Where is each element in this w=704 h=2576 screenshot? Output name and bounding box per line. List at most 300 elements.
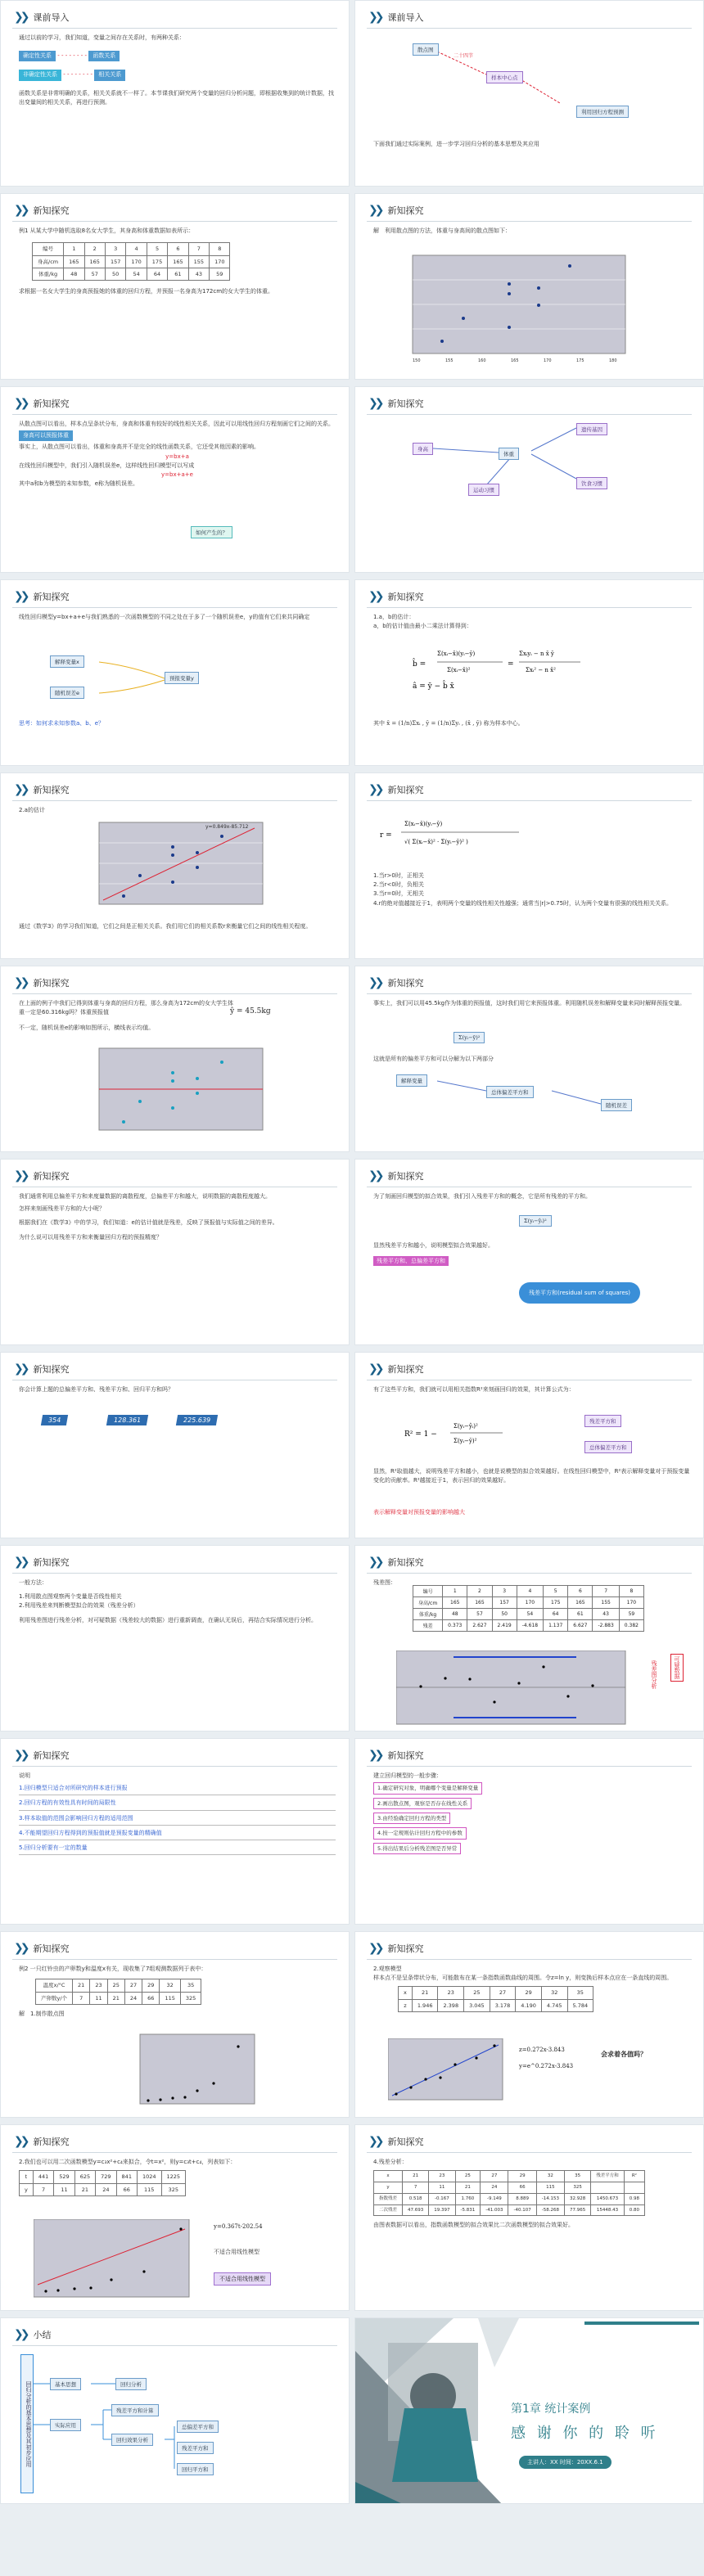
table-cell: 115 <box>137 2183 161 2195</box>
slide-title: 新知探究 <box>33 592 70 602</box>
table-cell: 61 <box>568 1609 593 1620</box>
table-cell: 19.397 <box>429 2204 455 2216</box>
table-cell: 165 <box>64 255 84 268</box>
table-cell: 50 <box>105 268 125 280</box>
svg-text:Σ(xᵢ−x̄)(yᵢ−ȳ): Σ(xᵢ−x̄)(yᵢ−ȳ) <box>404 821 443 827</box>
table-cell: 身高/cm <box>413 1597 443 1609</box>
table-cell: 1 <box>64 243 84 255</box>
table-cell: 170 <box>210 255 230 268</box>
table-cell: 8.889 <box>508 2193 536 2204</box>
table-cell: 25 <box>107 1979 124 1992</box>
table-cell: 0.382 <box>619 1620 643 1632</box>
text: 事实上，我们可以用45.5kg作为体重的预报值，这时我们用它来预报体重。利用随机误差和解释变量来同时解释预报变量。 <box>373 1000 686 1007</box>
svg-text:=: = <box>508 660 514 669</box>
table-cell: 165 <box>443 1597 467 1609</box>
table-cell: 21 <box>403 2171 429 2182</box>
table-cell: 2 <box>467 1586 492 1597</box>
table-cell: -58.268 <box>536 2204 564 2216</box>
table-cell: 产卵数y/个 <box>36 1992 73 2004</box>
text: 这就是所有的偏差平方和可以分解为以下两部分 <box>373 1056 494 1062</box>
slide-title: 新知探究 <box>387 1943 424 1954</box>
text: 其中a和b为模型的未知参数，e称为随机误差。 <box>19 480 139 488</box>
thanks-text: 感 谢 你 的 聆 听 <box>511 2425 659 2442</box>
chevron-icon: ❯❯ <box>14 2328 27 2341</box>
slide-15 <box>0 1352 350 1538</box>
chevron-icon: ❯❯ <box>368 11 381 24</box>
table-cell: 29 <box>508 2171 536 2182</box>
text: 通过以前的学习，我们知道，变量之间存在关系时，有两种关系： <box>19 34 185 41</box>
svg-text:R² = 1 −: R² = 1 − <box>404 1430 437 1439</box>
table-cell: 残差平方和 <box>591 2171 625 2182</box>
table-cell: 11 <box>54 2183 74 2195</box>
slide-10 <box>354 772 704 959</box>
svg-text:180: 180 <box>609 358 617 363</box>
table-cell: 59 <box>210 268 230 280</box>
table-cell: 21 <box>74 2183 95 2195</box>
table-cell: 64 <box>147 268 167 280</box>
text: 一般方法： <box>19 1579 47 1586</box>
summary-node: 回归分析 <box>115 2378 147 2390</box>
slide-4 <box>354 193 704 380</box>
table-cell: 0.518 <box>403 2193 429 2204</box>
text: 例1 从某大学中随机选取8名女大学生，其身高和体重数据如表所示： <box>19 227 195 234</box>
slide-title: 新知探究 <box>33 399 70 409</box>
chevron-icon: ❯❯ <box>368 204 381 217</box>
svg-text:160: 160 <box>478 358 486 363</box>
text: 求根据一名女大学生的身高预报她的体重的回归方程，并预报一名身高为172cm的女大学生的体重。 <box>19 288 274 295</box>
table-cell: 1024 <box>137 2171 161 2183</box>
chevron-icon: ❯❯ <box>14 397 27 410</box>
slide-title: 新知探究 <box>33 1557 70 1568</box>
text: 解 利用散点图的方法，体重与身高间的散点图如下： <box>373 227 511 234</box>
table-cell: 1225 <box>161 2171 186 2183</box>
box: 随机误差 <box>601 1099 632 1111</box>
table-cell: 6 <box>568 1586 593 1597</box>
box: 解释变量 <box>396 1074 427 1087</box>
list-item: 1.回归模型只适合对所研究的样本进行预报 <box>19 1782 336 1795</box>
chevron-icon: ❯❯ <box>368 590 381 603</box>
table-cell: 77.965 <box>564 2204 590 2216</box>
slide-title: 新知探究 <box>33 1750 70 1761</box>
svg-text:170: 170 <box>544 358 552 363</box>
flow-diagram <box>355 1 704 187</box>
table-row <box>20 2171 186 2183</box>
slide-title: 新知探究 <box>387 205 424 216</box>
table-cell: 5.784 <box>567 1999 593 2011</box>
table-cell: 23 <box>429 2171 455 2182</box>
box: 残差平方和 <box>584 1415 621 1427</box>
table-cell: 21 <box>412 1987 438 1999</box>
table-cell: 6 <box>168 243 188 255</box>
svg-text:165: 165 <box>511 358 519 363</box>
text: 为了刻画回归模型的拟合效果，我们引入残差平方和 <box>373 1193 505 1200</box>
text: 在线性回归模型中，我们引入随机误差e，这样线性回归模型可以写成 <box>19 462 195 469</box>
table-cell: 157 <box>492 1597 517 1609</box>
table-cell: 体重/kg <box>33 268 64 280</box>
table-cell: -9.149 <box>481 2193 508 2204</box>
slide-19 <box>0 1738 350 1925</box>
text: 为什么说可以用残差平方和来衡量回归方程的预报精度？ <box>19 1233 162 1241</box>
residual-scatter <box>83 1044 279 1142</box>
table-cell: 1 <box>443 1586 467 1597</box>
tag: 残差平方和、总偏差平方和 <box>373 1256 449 1266</box>
text: 2.利用残差来判断模型拟合的效果（残差分析） <box>19 1602 139 1610</box>
text: a，b的估计值由最小二乘法计算得到： <box>373 623 472 630</box>
slide-title: 新知探究 <box>33 205 70 216</box>
table-row <box>374 2204 645 2216</box>
slide-title: 新知探究 <box>387 1364 424 1375</box>
svg-text:â = ȳ − b̂ x̄: â = ȳ − b̂ x̄ <box>413 682 454 691</box>
table-cell: 1.760 <box>455 2193 481 2204</box>
table-cell: 66 <box>508 2182 536 2193</box>
table-cell: 指数残差 <box>374 2193 403 2204</box>
text: 解 1.制作散点图 <box>19 2010 65 2017</box>
slide-2 <box>354 0 704 187</box>
table-cell: 66 <box>142 1992 160 2004</box>
slide-13 <box>0 1159 350 1345</box>
text: 残差图： <box>373 1579 396 1586</box>
box: 体重 <box>499 448 519 460</box>
box: 预报变量y <box>165 672 199 684</box>
svg-text:Σ(xᵢ−x̄)²: Σ(xᵢ−x̄)² <box>447 667 471 673</box>
chevron-icon: ❯❯ <box>368 1942 381 1955</box>
callout: 如何产生的？ <box>191 526 232 538</box>
text: 由图表数据可以看出，指数函数模型的拟合效果比二次函数模型的拟合效果好。 <box>373 2222 574 2229</box>
table-cell: 4 <box>126 243 147 255</box>
table-cell: 32.928 <box>564 2193 590 2204</box>
table-cell: 54 <box>126 268 147 280</box>
table-cell: 21 <box>107 1992 124 2004</box>
table-cell: 7 <box>33 2183 53 2195</box>
chevron-icon: ❯❯ <box>368 2135 381 2148</box>
summary-node: 基本思想 <box>50 2378 81 2390</box>
slide-title: 新知探究 <box>33 978 70 989</box>
question: 会求着各值吗？ <box>601 2051 647 2058</box>
table-cell: -14.153 <box>536 2193 564 2204</box>
table-cell: 59 <box>619 1609 643 1620</box>
table-cell: 1.946 <box>412 1999 438 2011</box>
text: 我们通常利用总偏差平方和来度量数据的离散程度，总偏差平方和越大，说明数据的离散程度越大。 <box>19 1193 271 1200</box>
highlight-box: 不适合用线性模型 <box>214 2272 271 2286</box>
table-cell: 165 <box>84 255 105 268</box>
slide-23 <box>0 2124 350 2311</box>
summary-root: 回归分析的基本思想及其初步应用 <box>20 2354 34 2493</box>
slide-22 <box>354 1931 704 2118</box>
table-cell: 155 <box>188 255 209 268</box>
slide-16 <box>354 1352 704 1538</box>
chevron-icon: ❯❯ <box>368 1556 381 1569</box>
table-cell: x <box>374 2171 403 2182</box>
table-row <box>413 1620 644 1632</box>
table-cell: 0.373 <box>443 1620 467 1632</box>
table-cell: z <box>399 1999 413 2011</box>
text: 在上面的例子中我们已得到体重与身高的回归方程，那么身高为172cm的女大学生体重一定是60.316kg吗？体重预报值 <box>19 1000 234 1016</box>
table-cell: 48 <box>443 1609 467 1620</box>
text: 2.观察模型 <box>373 1966 402 1972</box>
slide-8: ❯❯ 新知探究 1.a，b的估计： a，b的估计值由最小二乘法计算得到： b̂ = Σ(xᵢ−x̄)(yᵢ−ȳ) Σ(xᵢ−x̄)² = Σxᵢyᵢ − n x̄ ȳ Σxᵢ² − n x̄² â = ȳ − b̂ x̄ 其中 x̄ = (1/n)Σxᵢ , ȳ = (1/n)Σyᵢ , (x̄ , ȳ) 称为样本中心。 <box>354 579 704 766</box>
influence-diagram <box>355 387 704 573</box>
text: 有了这些平方和，我们就可以用相关指数R²来刻画回归的效果，其计算公式为： <box>373 1386 575 1393</box>
slide-title: 新知探究 <box>387 592 424 602</box>
table-cell: 身高/cm <box>33 255 64 268</box>
svg-text:Σxᵢ² − n x̄²: Σxᵢ² − n x̄² <box>526 667 556 673</box>
table-cell: 32 <box>160 1979 180 1992</box>
table-row <box>36 1979 201 1992</box>
text: 的概念，它是所有残差的平方和。 <box>505 1193 591 1200</box>
table-cell: 27 <box>481 2171 508 2182</box>
table-cell: 7 <box>188 243 209 255</box>
svg-text:b̂ =: b̂ = <box>413 660 426 669</box>
table-cell: 温度x/°C <box>36 1979 73 1992</box>
line-plot <box>388 2038 511 2104</box>
formula: ŷ = 45.5kg <box>230 1007 271 1016</box>
table-cell: 24 <box>96 2183 116 2195</box>
slide-26 <box>354 2317 704 2504</box>
summary-node: 总偏差平方和 <box>177 2421 219 2433</box>
table-cell: 8 <box>619 1586 643 1597</box>
table-cell: 43 <box>593 1609 619 1620</box>
decomposition-diagram <box>355 966 704 1152</box>
table-cell: 21 <box>73 1979 90 1992</box>
summary-node: 回归效果分析 <box>111 2434 153 2446</box>
text: 3.当r=0时，无相关 <box>373 890 424 898</box>
table-cell: 3.045 <box>464 1999 490 2011</box>
table-cell: -40.107 <box>508 2204 536 2216</box>
formula: y=bx+a+e <box>161 471 193 478</box>
value-badge: 354 <box>41 1415 69 1425</box>
table-cell: 441 <box>33 2171 53 2183</box>
table-cell: y <box>374 2182 403 2193</box>
table-cell: 6.627 <box>568 1620 593 1632</box>
table-row <box>374 2193 645 2204</box>
table-cell: 24 <box>481 2182 508 2193</box>
equation: y=e^0.272x-3.843 <box>519 2063 574 2069</box>
chevron-icon: ❯❯ <box>368 397 381 410</box>
value-badge: 128.361 <box>106 1415 148 1425</box>
table-cell: 4 <box>517 1586 543 1597</box>
side-label: 残差图分析 <box>651 1660 657 1689</box>
svg-text:Σxᵢyᵢ − n x̄ ȳ: Σxᵢyᵢ − n x̄ ȳ <box>519 651 554 657</box>
chevron-icon: ❯❯ <box>14 1749 27 1762</box>
table-row <box>413 1609 644 1620</box>
equation-label: y=0.849x-85.712 <box>205 824 249 830</box>
table-cell: 32 <box>541 1987 567 1999</box>
table-row <box>33 268 230 280</box>
text: 函数关系是非常明确的关系，相关关系就不一样了。本节课我们研究两个变量的回归分析问题，即根据收集到的统计数据，找出变量间的相关关系，再进行预测。 <box>19 89 334 106</box>
chevron-icon: ❯❯ <box>14 1362 27 1376</box>
box: 遗传基因 <box>576 423 607 435</box>
table-cell: 325 <box>564 2182 590 2193</box>
chevron-icon: ❯❯ <box>14 1169 27 1182</box>
list-item: 5.回归分析要有一定的数量 <box>19 1842 336 1855</box>
table-cell: 25 <box>455 2171 481 2182</box>
slide-25 <box>0 2317 350 2504</box>
table-cell: 325 <box>161 2183 186 2195</box>
box: 利用回归方程预测 <box>576 106 629 118</box>
residual-plot <box>396 1651 642 1728</box>
data-table <box>35 1979 201 2005</box>
text: 说明 <box>19 1772 30 1779</box>
slide-9 <box>0 772 350 959</box>
text: 下面我们通过实际案例，进一步学习回归分析的基本思想及其应用 <box>373 141 539 147</box>
chevron-icon: ❯❯ <box>14 976 27 989</box>
formula-image <box>380 806 609 863</box>
table-cell: 2 <box>84 243 105 255</box>
text: 样本点不是呈条带状分布，可能散布在某一条指数函数曲线的周围。令z=ln y，则变换后样本点应在一条直线的周围。 <box>373 1975 673 1982</box>
chevron-icon: ❯❯ <box>368 1362 381 1376</box>
text: 2.当r<0时，负相关 <box>373 881 424 889</box>
table-cell: 11 <box>90 1992 107 2004</box>
table-cell: 5 <box>544 1586 568 1597</box>
tag: 函数关系 <box>88 51 120 61</box>
table-cell: 170 <box>619 1597 643 1609</box>
table-cell: 54 <box>517 1609 543 1620</box>
slide-17 <box>0 1545 350 1732</box>
text: 4.r的绝对值越接近于1，表明两个变量的线性相关性越强；通常当|r|>0.75时，认为两个变量有很强的线性相关关系。 <box>373 899 673 907</box>
svg-text:√( Σ(xᵢ−x̄)² · Σ(yᵢ−ȳ)² ): √( Σ(xᵢ−x̄)² · Σ(yᵢ−ȳ)² ) <box>404 839 468 845</box>
slide-6 <box>354 386 704 573</box>
slide-title: 新知探究 <box>33 2137 70 2147</box>
table-cell: 3 <box>492 1586 517 1597</box>
text: 建立回归模型的一般步骤： <box>373 1772 442 1779</box>
table-cell: R² <box>624 2171 644 2182</box>
slide-title: 新知探究 <box>387 399 424 409</box>
chevron-icon: ❯❯ <box>14 11 27 24</box>
slide-14: ❯❯ 新知探究 为了刻画回归模型的拟合效果，我们引入残差平方和的概念，它是所有残差的平方和。 Σ(yᵢ−ŷᵢ)² 显然残差平方和越小，说明模型拟合效果越好。 残差平方和、总偏差平方和 残差平方和(residual sum of squares) <box>354 1159 704 1345</box>
data-table <box>413 1585 644 1632</box>
box: 身高 <box>413 443 433 455</box>
table-cell: 23 <box>90 1979 107 1992</box>
table-cell: 4.190 <box>516 1999 542 2011</box>
text: 例2 一只红铃虫的产卵数y和温度x有关，现收集了7组观测数据列于表中： <box>19 1966 207 1972</box>
box: 总体偏差平方和 <box>584 1441 632 1453</box>
slide-title: 新知探究 <box>387 1750 424 1761</box>
side-label: 可疑数据 <box>670 1654 684 1682</box>
table-cell: 11 <box>429 2182 455 2193</box>
regression-plot <box>83 818 279 916</box>
table-cell: 7 <box>403 2182 429 2193</box>
value-badge: 225.639 <box>176 1415 218 1425</box>
table-cell: 编号 <box>33 243 64 255</box>
chevron-icon: ❯❯ <box>14 1942 27 1955</box>
box: 散点图 <box>413 43 439 56</box>
table-cell: 35 <box>567 1987 593 1999</box>
table-cell: 43 <box>188 268 209 280</box>
table-row <box>399 1999 593 2011</box>
slide-title: 新知探究 <box>387 978 424 989</box>
table-cell: -0.167 <box>429 2193 455 2204</box>
table-row <box>413 1586 644 1597</box>
slide-title: 新知探究 <box>33 785 70 795</box>
table-cell: 29 <box>142 1979 160 1992</box>
table-cell <box>624 2182 644 2193</box>
table-cell: 1.137 <box>544 1620 568 1632</box>
box: 运动习惯 <box>468 484 499 496</box>
data-table <box>32 242 230 281</box>
table-cell: 25 <box>464 1987 490 1999</box>
step-item: 5.得出结果后分析残差图是否异常 <box>373 1843 461 1854</box>
table-cell: 325 <box>180 1992 201 2004</box>
chevron-icon: ❯❯ <box>14 783 27 796</box>
table-cell: 体重/kg <box>413 1609 443 1620</box>
table-row <box>33 255 230 268</box>
table-cell: 3.178 <box>490 1999 516 2011</box>
table-cell: 二次残差 <box>374 2204 403 2216</box>
table-cell: 61 <box>168 268 188 280</box>
data-table <box>19 2170 186 2196</box>
slide-title: 小结 <box>33 2330 52 2340</box>
text: 1.利用散点图观察两个变量是否线性相关 <box>19 1593 122 1601</box>
box: 总体偏差平方和 <box>486 1086 534 1098</box>
table-cell: 23 <box>438 1987 464 1999</box>
table-cell: 4.745 <box>541 1999 567 2011</box>
table-cell: 48 <box>64 268 84 280</box>
table-cell: 157 <box>105 255 125 268</box>
table-row <box>374 2171 645 2182</box>
box: 样本中心点 <box>486 71 523 83</box>
slide-20 <box>354 1738 704 1925</box>
svg-text:Σ(yᵢ−ȳ)²: Σ(yᵢ−ȳ)² <box>454 1438 477 1444</box>
text: 1.a，b的估计： <box>373 614 415 620</box>
list-item: 3.样本取值的范围会影响回归方程的适用范围 <box>19 1813 336 1826</box>
table-row <box>399 1987 593 1999</box>
text: 不适合用线性模型 <box>214 2249 259 2255</box>
text: 怎样来刻画残差平方和的大小呢？ <box>19 1205 105 1213</box>
table-cell: 155 <box>593 1597 619 1609</box>
table-row <box>20 2183 186 2195</box>
chevron-icon: ❯❯ <box>14 590 27 603</box>
formula: y=bx+a <box>165 453 189 460</box>
presenter-info: 主讲人：XX 时间：20XX.6.1 <box>519 2456 611 2469</box>
chevron-icon: ❯❯ <box>368 783 381 796</box>
data-table <box>398 1986 593 2012</box>
table-cell: -5.831 <box>455 2204 481 2216</box>
chevron-icon: ❯❯ <box>14 204 27 217</box>
svg-text:150: 150 <box>413 358 421 363</box>
list-item: 2.回归方程的有效性具有时间的局限性 <box>19 1797 336 1810</box>
table-cell: 115 <box>160 1992 180 2004</box>
text: 利用残差图进行残差分析，对可疑数据（残差较大的数据）进行重新调查，在确认无误后，再结合实际情况进行分析。 <box>19 1616 317 1624</box>
slide-3 <box>0 193 350 380</box>
text: 4.残差分析： <box>373 2159 408 2165</box>
table-cell: t <box>20 2171 34 2183</box>
slide-title: 新知探究 <box>387 785 424 795</box>
slide-title: 新知探究 <box>387 2137 424 2147</box>
table-cell: 7 <box>73 1992 90 2004</box>
slide-title: 新知探究 <box>387 1171 424 1182</box>
chevron-icon: ❯❯ <box>368 1169 381 1182</box>
slide-title: 新知探究 <box>33 1171 70 1182</box>
summary-tree <box>1 2318 350 2504</box>
slide-title: 新知探究 <box>387 1557 424 1568</box>
chevron-icon: ❯❯ <box>368 976 381 989</box>
equation: z=0.272x-3.843 <box>519 2047 565 2053</box>
text: 你会计算上题的总偏差平方和、残差平方和、回归平方和吗？ <box>19 1386 174 1393</box>
table-cell: 66 <box>116 2183 137 2195</box>
table-cell: 32 <box>536 2171 564 2182</box>
text: 根据我们在《数学3》中的学习，我们知道：e的估计值就是残差，反映了预报值与实际值之间的差异。 <box>19 1219 278 1227</box>
slide-title: 新知探究 <box>33 1364 70 1375</box>
table-cell: 2.627 <box>467 1620 492 1632</box>
summary-node: 残差平方和计算 <box>111 2404 159 2416</box>
slide-7 <box>0 579 350 766</box>
table-cell: 170 <box>126 255 147 268</box>
table-cell: 24 <box>124 1992 142 2004</box>
table-cell: 2.419 <box>492 1620 517 1632</box>
table-cell: 0.98 <box>624 2193 644 2204</box>
text: 显然残差平方和越小，说明模型拟合效果越好。 <box>373 1242 494 1249</box>
table-cell: 8 <box>210 243 230 255</box>
